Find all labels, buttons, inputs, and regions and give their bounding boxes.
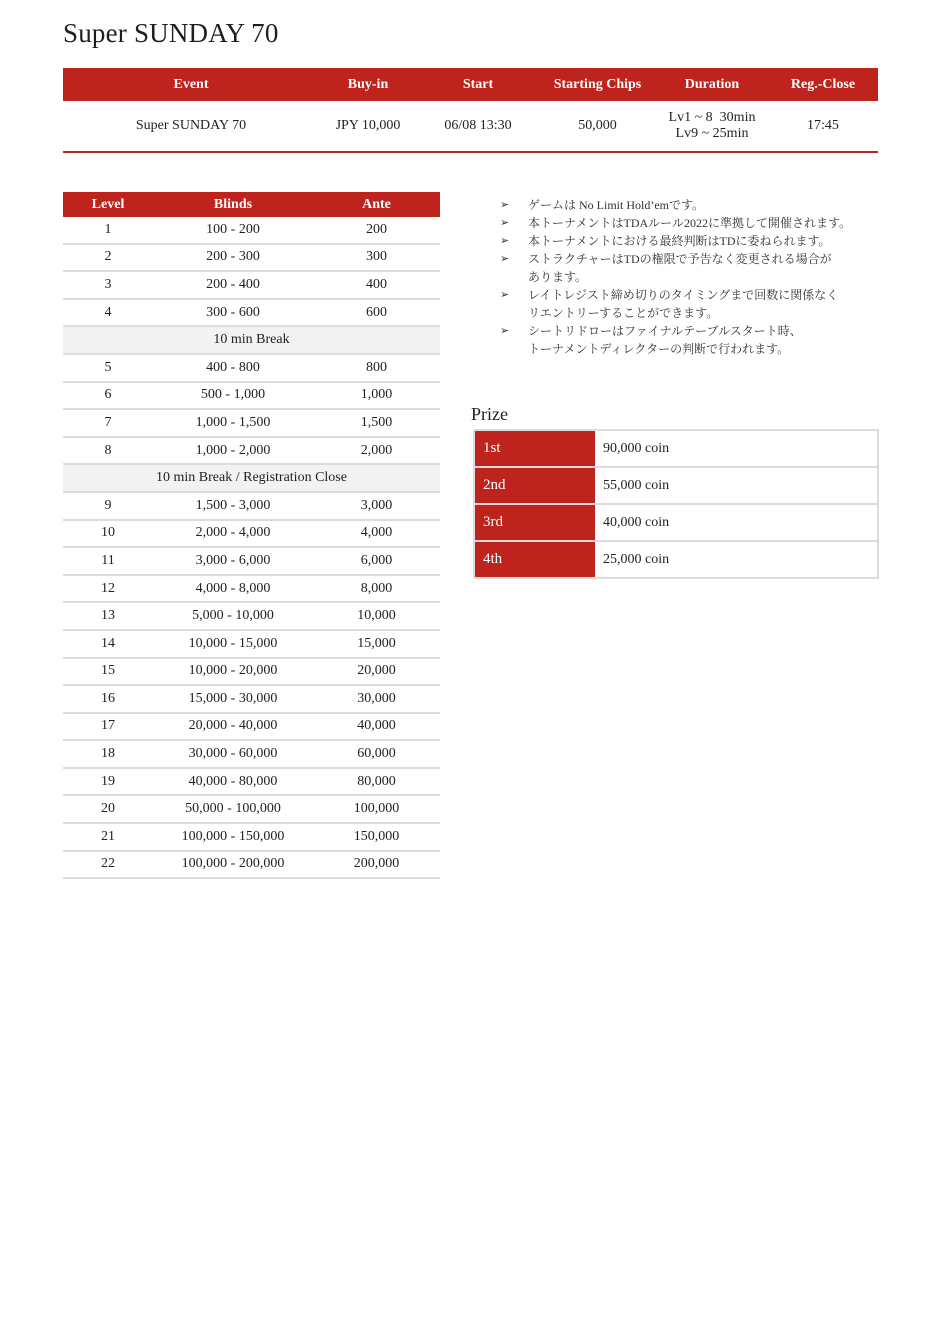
note-text: ストラクチャーはTDの権限で予告なく変更される場合が [528, 252, 832, 266]
level-row [63, 547, 440, 575]
level-cell: 21 [63, 823, 153, 851]
start-value: 06/08 13:30 [417, 101, 539, 152]
ante-cell: 3,000 [313, 492, 440, 520]
event-row [63, 101, 878, 152]
level-cell: 10 [63, 520, 153, 548]
level-row [63, 713, 440, 741]
level-cell: 6 [63, 382, 153, 410]
note-text: ゲームは No Limit Hold’emです。 [528, 198, 705, 212]
ante-cell: 200 [313, 217, 440, 244]
level-row [63, 437, 440, 465]
level-cell: 22 [63, 851, 153, 879]
blinds-cell: 40,000 - 80,000 [153, 768, 313, 796]
level-cell: 17 [63, 713, 153, 741]
level-cell: 2 [63, 244, 153, 272]
note-item [500, 232, 880, 250]
level-row [63, 244, 440, 272]
blinds-cell: 2,000 - 4,000 [153, 520, 313, 548]
duration-line-1: Lv1 ~ 8 30min [668, 110, 756, 125]
arrow-bullet-icon: ➢ [500, 253, 510, 265]
level-cell: 15 [63, 658, 153, 686]
level-row [63, 575, 440, 603]
ante-cell: 150,000 [313, 823, 440, 851]
level-cell: 1 [63, 217, 153, 244]
prize-place: 1st [474, 430, 595, 467]
level-cell: 14 [63, 630, 153, 658]
level-row [63, 658, 440, 686]
arrow-bullet-icon: ➢ [500, 289, 510, 301]
prize-table [473, 429, 879, 579]
level-row [63, 823, 440, 851]
prize-table-body [474, 430, 878, 578]
note-text: リエントリーすることができます。 [528, 306, 719, 320]
level-header: Level [63, 192, 153, 217]
prize-title: Prize [471, 404, 508, 424]
ante-cell: 30,000 [313, 685, 440, 713]
event-name: Super SUNDAY 70 [63, 101, 319, 152]
level-row [63, 685, 440, 713]
prize-place: 3rd [474, 504, 595, 541]
level-row [63, 630, 440, 658]
level-cell: 12 [63, 575, 153, 603]
prize-amount: 25,000 coin [595, 541, 878, 578]
blinds-cell: 100,000 - 200,000 [153, 851, 313, 879]
level-cell: 16 [63, 685, 153, 713]
level-row [63, 520, 440, 548]
note-item [500, 196, 880, 214]
level-cell: 20 [63, 795, 153, 823]
note-item [500, 214, 880, 232]
blinds-cell: 1,000 - 2,000 [153, 437, 313, 465]
event-table [63, 68, 878, 153]
event-table-header [63, 68, 878, 101]
ante-cell: 20,000 [313, 658, 440, 686]
ante-cell: 1,000 [313, 382, 440, 410]
prize-row [474, 541, 878, 578]
blind-table-body [63, 217, 440, 878]
level-row [63, 492, 440, 520]
event-header: Event [63, 68, 319, 101]
prize-amount: 40,000 coin [595, 504, 878, 541]
blinds-cell: 400 - 800 [153, 354, 313, 382]
blind-table-header [63, 192, 440, 217]
note-text: シートリドローはファイナルテーブルスタート時、 [528, 324, 802, 338]
duration-line-2: Lv9 ~ 25min [675, 126, 749, 141]
blinds-cell: 10,000 - 15,000 [153, 630, 313, 658]
ante-cell: 1,500 [313, 409, 440, 437]
prize-row [474, 430, 878, 467]
level-row [63, 768, 440, 796]
level-cell: 11 [63, 547, 153, 575]
blinds-cell: 100 - 200 [153, 217, 313, 244]
ante-cell: 8,000 [313, 575, 440, 603]
start-header: Start [417, 68, 539, 101]
level-cell: 5 [63, 354, 153, 382]
prize-amount: 90,000 coin [595, 430, 878, 467]
level-row [63, 382, 440, 410]
break-label: 10 min Break [63, 326, 440, 354]
note-text: 本トーナメントにおける最終判断はTDに委ねられます。 [528, 234, 831, 248]
ante-cell: 10,000 [313, 602, 440, 630]
reg-close-value: 17:45 [768, 101, 878, 152]
reg-close-header: Reg.-Close [768, 68, 878, 101]
level-cell: 7 [63, 409, 153, 437]
level-cell: 13 [63, 602, 153, 630]
ante-cell: 800 [313, 354, 440, 382]
level-cell: 19 [63, 768, 153, 796]
note-text: レイトレジスト締め切りのタイミングまで回数に関係なく [528, 288, 839, 302]
blinds-cell: 100,000 - 150,000 [153, 823, 313, 851]
break-label: 10 min Break / Registration Close [63, 464, 440, 492]
blinds-cell: 3,000 - 6,000 [153, 547, 313, 575]
level-row [63, 271, 440, 299]
blinds-cell: 4,000 - 8,000 [153, 575, 313, 603]
blinds-cell: 300 - 600 [153, 299, 313, 327]
level-row [63, 740, 440, 768]
level-cell: 8 [63, 437, 153, 465]
ante-cell: 4,000 [313, 520, 440, 548]
arrow-bullet-icon: ➢ [500, 199, 510, 211]
starting-chips-header: Starting Chips [539, 68, 656, 101]
arrow-bullet-icon: ➢ [500, 217, 510, 229]
blinds-cell: 200 - 300 [153, 244, 313, 272]
prize-row [474, 467, 878, 504]
level-cell: 9 [63, 492, 153, 520]
note-item [500, 322, 880, 358]
ante-cell: 600 [313, 299, 440, 327]
duration-header: Duration [656, 68, 768, 101]
level-row [63, 851, 440, 879]
note-text: 本トーナメントはTDAルール2022に準拠して開催されます。 [528, 216, 851, 230]
note-text: トーナメントディレクターの判断で行われます。 [528, 342, 790, 356]
ante-cell: 100,000 [313, 795, 440, 823]
blinds-cell: 1,500 - 3,000 [153, 492, 313, 520]
arrow-bullet-icon: ➢ [500, 325, 510, 337]
break-row [63, 464, 440, 492]
blinds-cell: 30,000 - 60,000 [153, 740, 313, 768]
blinds-header: Blinds [153, 192, 313, 217]
ante-cell: 300 [313, 244, 440, 272]
ante-cell: 400 [313, 271, 440, 299]
ante-cell: 80,000 [313, 768, 440, 796]
starting-chips-value: 50,000 [539, 101, 656, 152]
ante-cell: 15,000 [313, 630, 440, 658]
level-row [63, 795, 440, 823]
prize-amount: 55,000 coin [595, 467, 878, 504]
ante-cell: 2,000 [313, 437, 440, 465]
ante-cell: 40,000 [313, 713, 440, 741]
page-title: Super SUNDAY 70 [63, 18, 279, 48]
blinds-cell: 1,000 - 1,500 [153, 409, 313, 437]
blinds-cell: 15,000 - 30,000 [153, 685, 313, 713]
level-cell: 3 [63, 271, 153, 299]
ante-cell: 200,000 [313, 851, 440, 879]
note-item [500, 250, 880, 286]
buyin-header: Buy-in [319, 68, 417, 101]
note-item [500, 286, 880, 322]
prize-place: 4th [474, 541, 595, 578]
ante-header: Ante [313, 192, 440, 217]
blind-structure-table [63, 192, 440, 879]
blinds-cell: 10,000 - 20,000 [153, 658, 313, 686]
prize-row [474, 504, 878, 541]
blinds-cell: 5,000 - 10,000 [153, 602, 313, 630]
blinds-cell: 50,000 - 100,000 [153, 795, 313, 823]
prize-place: 2nd [474, 467, 595, 504]
break-row [63, 326, 440, 354]
ante-cell: 6,000 [313, 547, 440, 575]
level-cell: 4 [63, 299, 153, 327]
blinds-cell: 500 - 1,000 [153, 382, 313, 410]
tournament-notes [500, 196, 880, 358]
level-row [63, 354, 440, 382]
level-cell: 18 [63, 740, 153, 768]
arrow-bullet-icon: ➢ [500, 235, 510, 247]
buyin-value: JPY 10,000 [319, 101, 417, 152]
ante-cell: 60,000 [313, 740, 440, 768]
note-text: あります。 [528, 270, 588, 284]
level-row [63, 602, 440, 630]
blinds-cell: 200 - 400 [153, 271, 313, 299]
blinds-cell: 20,000 - 40,000 [153, 713, 313, 741]
duration-value [656, 101, 768, 152]
level-row [63, 299, 440, 327]
level-row [63, 217, 440, 244]
level-row [63, 409, 440, 437]
